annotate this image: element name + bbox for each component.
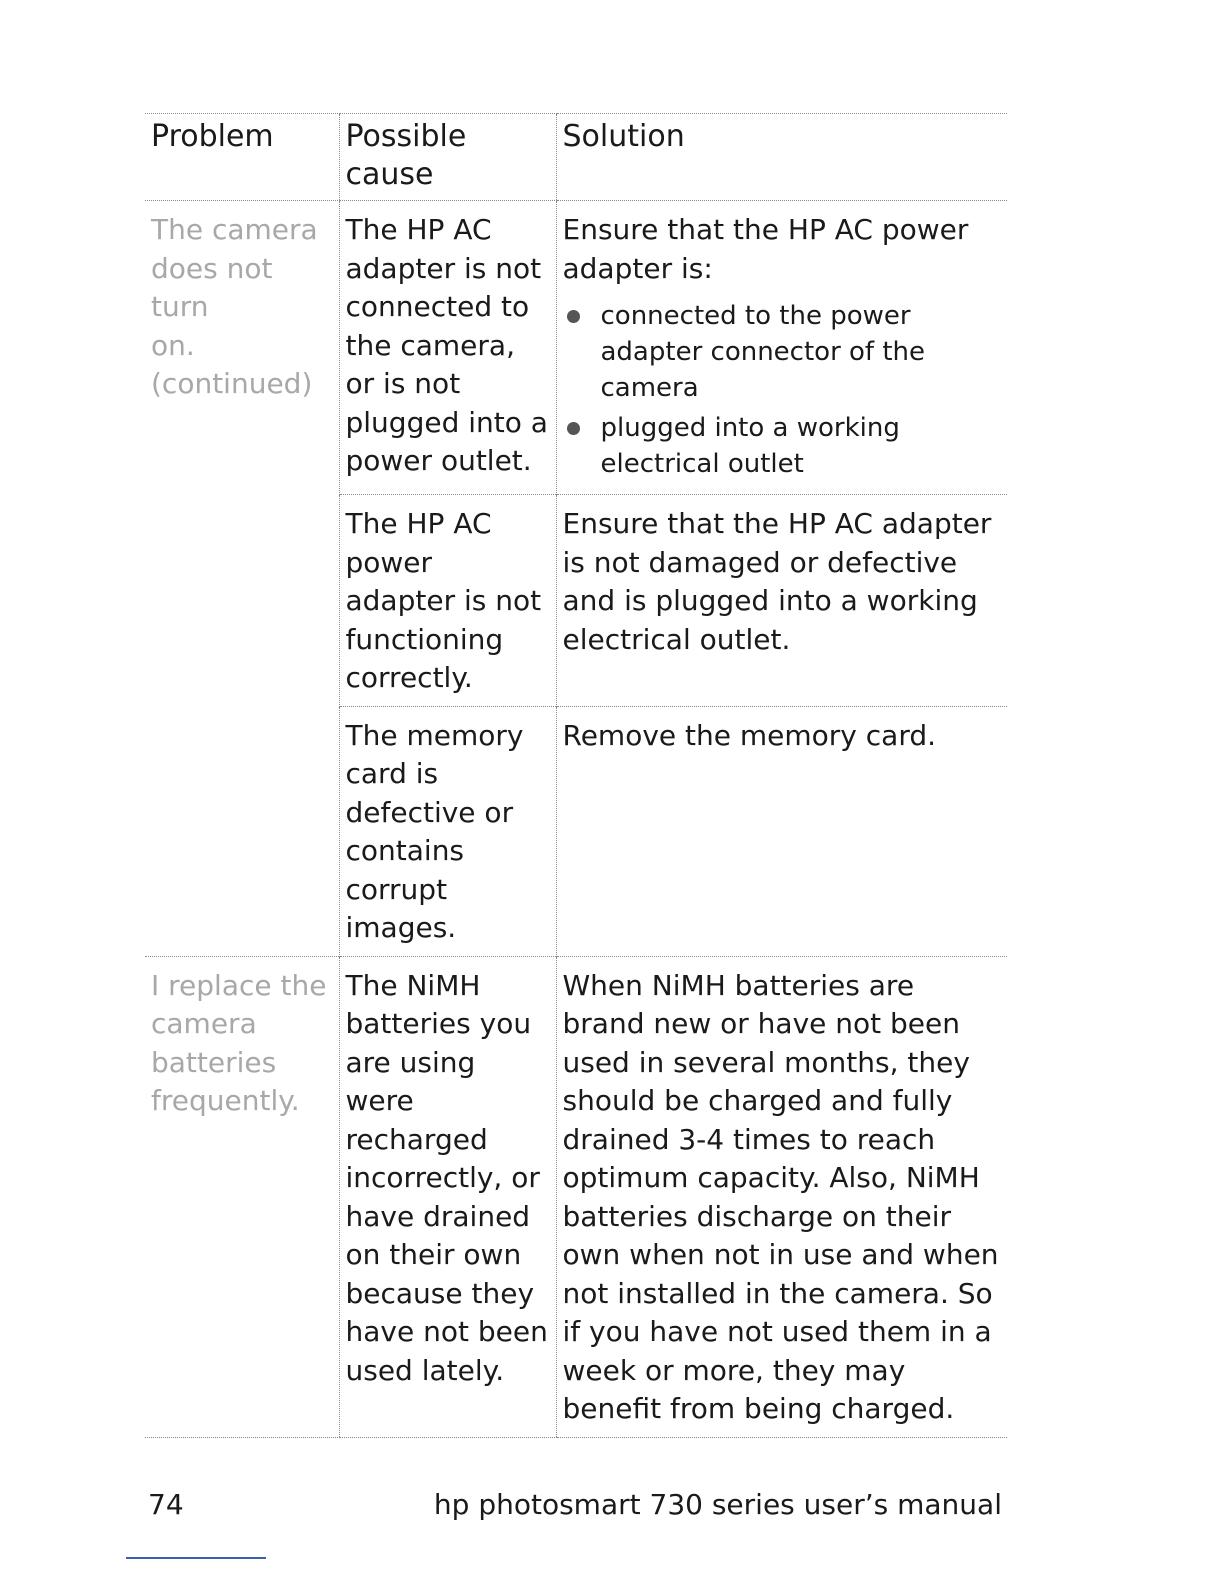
- page-number: 74: [148, 1488, 184, 1521]
- problem-line: I replace the: [151, 968, 327, 1002]
- troubleshooting-table: [145, 113, 1007, 1438]
- solution-intro: Ensure that the HP AC power adapter is:: [562, 213, 969, 285]
- solution-remove-memory-card: Remove the memory card.: [556, 706, 1007, 956]
- problem-line: (continued): [151, 367, 313, 400]
- cause-adapter-not-connected: The HP AC adapter is not connected to the camera, or is not plugged into a power outlet.: [339, 201, 556, 495]
- table-header-row: [145, 114, 1007, 201]
- header-problem: Problem: [145, 114, 339, 201]
- solution-charge-and-drain-nimh: When NiMH batteries are brand new or have not been used in several months, they should be charged and fully drained 3-4 times to reach optimum capacity. Also, NiMH batteries discharge on their own when not in use and when not installed in the camera. So if you have not used them in a week or more, they may benefit from being charged.: [556, 956, 1007, 1437]
- problem-line: on.: [151, 328, 195, 362]
- cause-memory-card-defective: The memory card is defective or contains corrupt images.: [339, 706, 556, 956]
- footer-divider: [126, 1557, 266, 1559]
- solution-ensure-adapter-connected: [556, 201, 1007, 495]
- header-solution: Solution: [556, 114, 1007, 201]
- solution-bullet-list: [563, 298, 1002, 482]
- header-possible-cause: Possible cause: [339, 114, 556, 201]
- problem-line: camera: [151, 1007, 257, 1040]
- problem-replace-batteries-frequently: [145, 956, 339, 1437]
- table-row: [145, 201, 1007, 495]
- cause-nimh-recharged-incorrectly: The NiMH batteries you are using were recharged incorrectly, or have drained on their own because they have not been used lately.: [339, 956, 556, 1437]
- problem-line: does not turn: [151, 251, 273, 323]
- cause-adapter-not-functioning: The HP AC power adapter is not functioning correctly.: [339, 495, 556, 707]
- problem-line: The camera: [151, 213, 318, 246]
- list-item: connected to the power adapter connector of the camera: [563, 298, 1002, 406]
- solution-check-adapter-damage: Ensure that the HP AC adapter is not damaged or defective and is plugged into a working electrical outlet.: [556, 495, 1007, 707]
- problem-camera-does-not-turn-on: [145, 201, 339, 957]
- problem-line: batteries: [151, 1045, 277, 1079]
- manual-title: hp photosmart 730 series user’s manual: [433, 1488, 1002, 1521]
- table-row: [145, 956, 1007, 1437]
- list-item: plugged into a working electrical outlet: [563, 410, 1002, 482]
- problem-line: frequently.: [151, 1084, 300, 1117]
